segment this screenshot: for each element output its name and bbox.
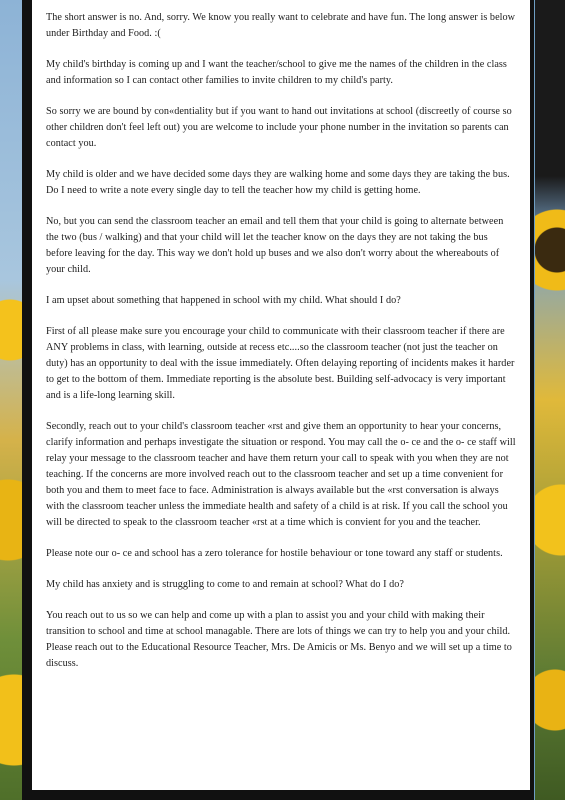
paragraph-anxiety-question: My child has anxiety and is struggling to come to and remain at school? What do I do? xyxy=(46,579,404,590)
paragraph-short-answer: The short answer is no. And, sorry. We know you really want to celebrate and have fun. The long answer is below under Birthday and Food. :( xyxy=(46,12,516,39)
sunflower-background-right xyxy=(535,0,565,800)
paragraph-upset-answer-second: Secondly, reach out to your child's classroom teacher «rst and give them an opportunity to hear your concerns, clarify information and perhaps investigate the situation or respond. You may call the o- ce and the o- ce staff will relay your message to the classroom teacher and have them return your call to speak with you when they are not teaching. If the concerns are more involved reach out to the classroom teacher and set up a time convenient for both you and them to meet face to face. Administration is always available but the «rst conversation is always with the classroom teacher unless the immediate health and safety of a child is at risk. If you call the school you will be directed to speak to the classroom teacher «rst at a time which is convient for you and the teacher. xyxy=(46,421,516,528)
paragraph-zero-tolerance: Please note our o- ce and school has a zero tolerance for hostile behaviour or tone toward any staff or students. xyxy=(46,548,503,559)
paragraph-transport-answer: No, but you can send the classroom teacher an email and tell them that your child is going to alternate between the two (bus / walking) and that your child will let the teacher know on the days they are not taking the bus before leaving for the day. This way we don't hold up buses and we also don't worry about the whereabouts of your child. xyxy=(46,216,504,275)
paragraph-birthday-question: My child's birthday is coming up and I want the teacher/school to give me the names of the children in the class and information so I can contact other families to invite children to my child's party. xyxy=(46,59,507,86)
paragraph-upset-answer-first: First of all please make sure you encourage your child to communicate with their classroom teacher if there are ANY problems in class, with learning, outside at recess etc....so the classroom teacher (not just the teacher on duty) has an opportunity to deal with the issue immediately. Often delaying reporting of incidents makes it harder to get to the bottom of them. Immediate reporting is the absolute best. Building self-advocacy is very important and is a life-long learning skill. xyxy=(46,326,515,401)
paragraph-birthday-answer: So sorry we are bound by con«dentiality but if you want to hand out invitations at school (discreetly of course so other children don't feel left out) you are welcome to include your phone number in the invitation so parents can contact you. xyxy=(46,106,512,149)
paragraph-upset-question: I am upset about something that happened in school with my child. What should I do? xyxy=(46,295,401,306)
document-page xyxy=(32,0,530,790)
paragraph-transport-question: My child is older and we have decided some days they are walking home and some days they are taking the bus. Do I need to write a note every single day to tell the teacher how my child is getting home. xyxy=(46,169,510,196)
sunflower-background-left xyxy=(0,0,22,800)
paragraph-anxiety-answer: You reach out to us so we can help and come up with a plan to assist you and your child with making their transition to school and time at school managable. There are lots of things we can try to help you and your child. Please reach out to the Educational Resource Teacher, Mrs. De Amicis or Ms. Benyo and we will set up a time to discuss. xyxy=(46,610,512,669)
